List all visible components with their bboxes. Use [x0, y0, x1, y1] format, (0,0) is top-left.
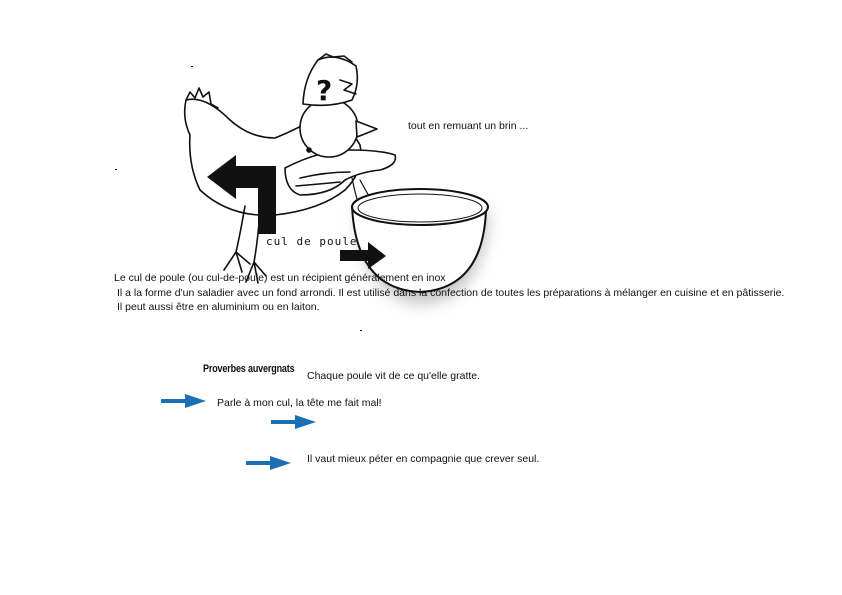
- description-line-3: Il peut aussi être en aluminium ou en laiton.: [117, 301, 320, 313]
- proverb-3: Il vaut mieux péter en compagnie que crever seul.: [307, 453, 540, 465]
- caption-brin: tout en remuant un brin ...: [408, 120, 529, 132]
- blue-arrow-icon: [246, 456, 291, 470]
- proverb-1: Chaque poule vit de ce qu'elle gratte.: [307, 370, 481, 382]
- blue-arrow-icon: [161, 394, 206, 408]
- proverb-2: Parle à mon cul, la tête me fait mal!: [217, 397, 382, 409]
- question-mark-icon: ?: [316, 74, 333, 107]
- proverbs-title: Proverbes auvergnats: [203, 363, 295, 375]
- blue-arrow-icon: [271, 415, 316, 429]
- description-line-1: Le cul de poule (ou cul-de-poule) est un récipient généralement en inox: [114, 272, 446, 284]
- label-cul-de-poule: cul de poule: [266, 235, 358, 248]
- description-line-2: Il a la forme d'un saladier avec un fond arrondi. Il est utilisé dans la confection de toutes les préparations à mélanger en cuisine et en pâtisserie.: [117, 287, 785, 299]
